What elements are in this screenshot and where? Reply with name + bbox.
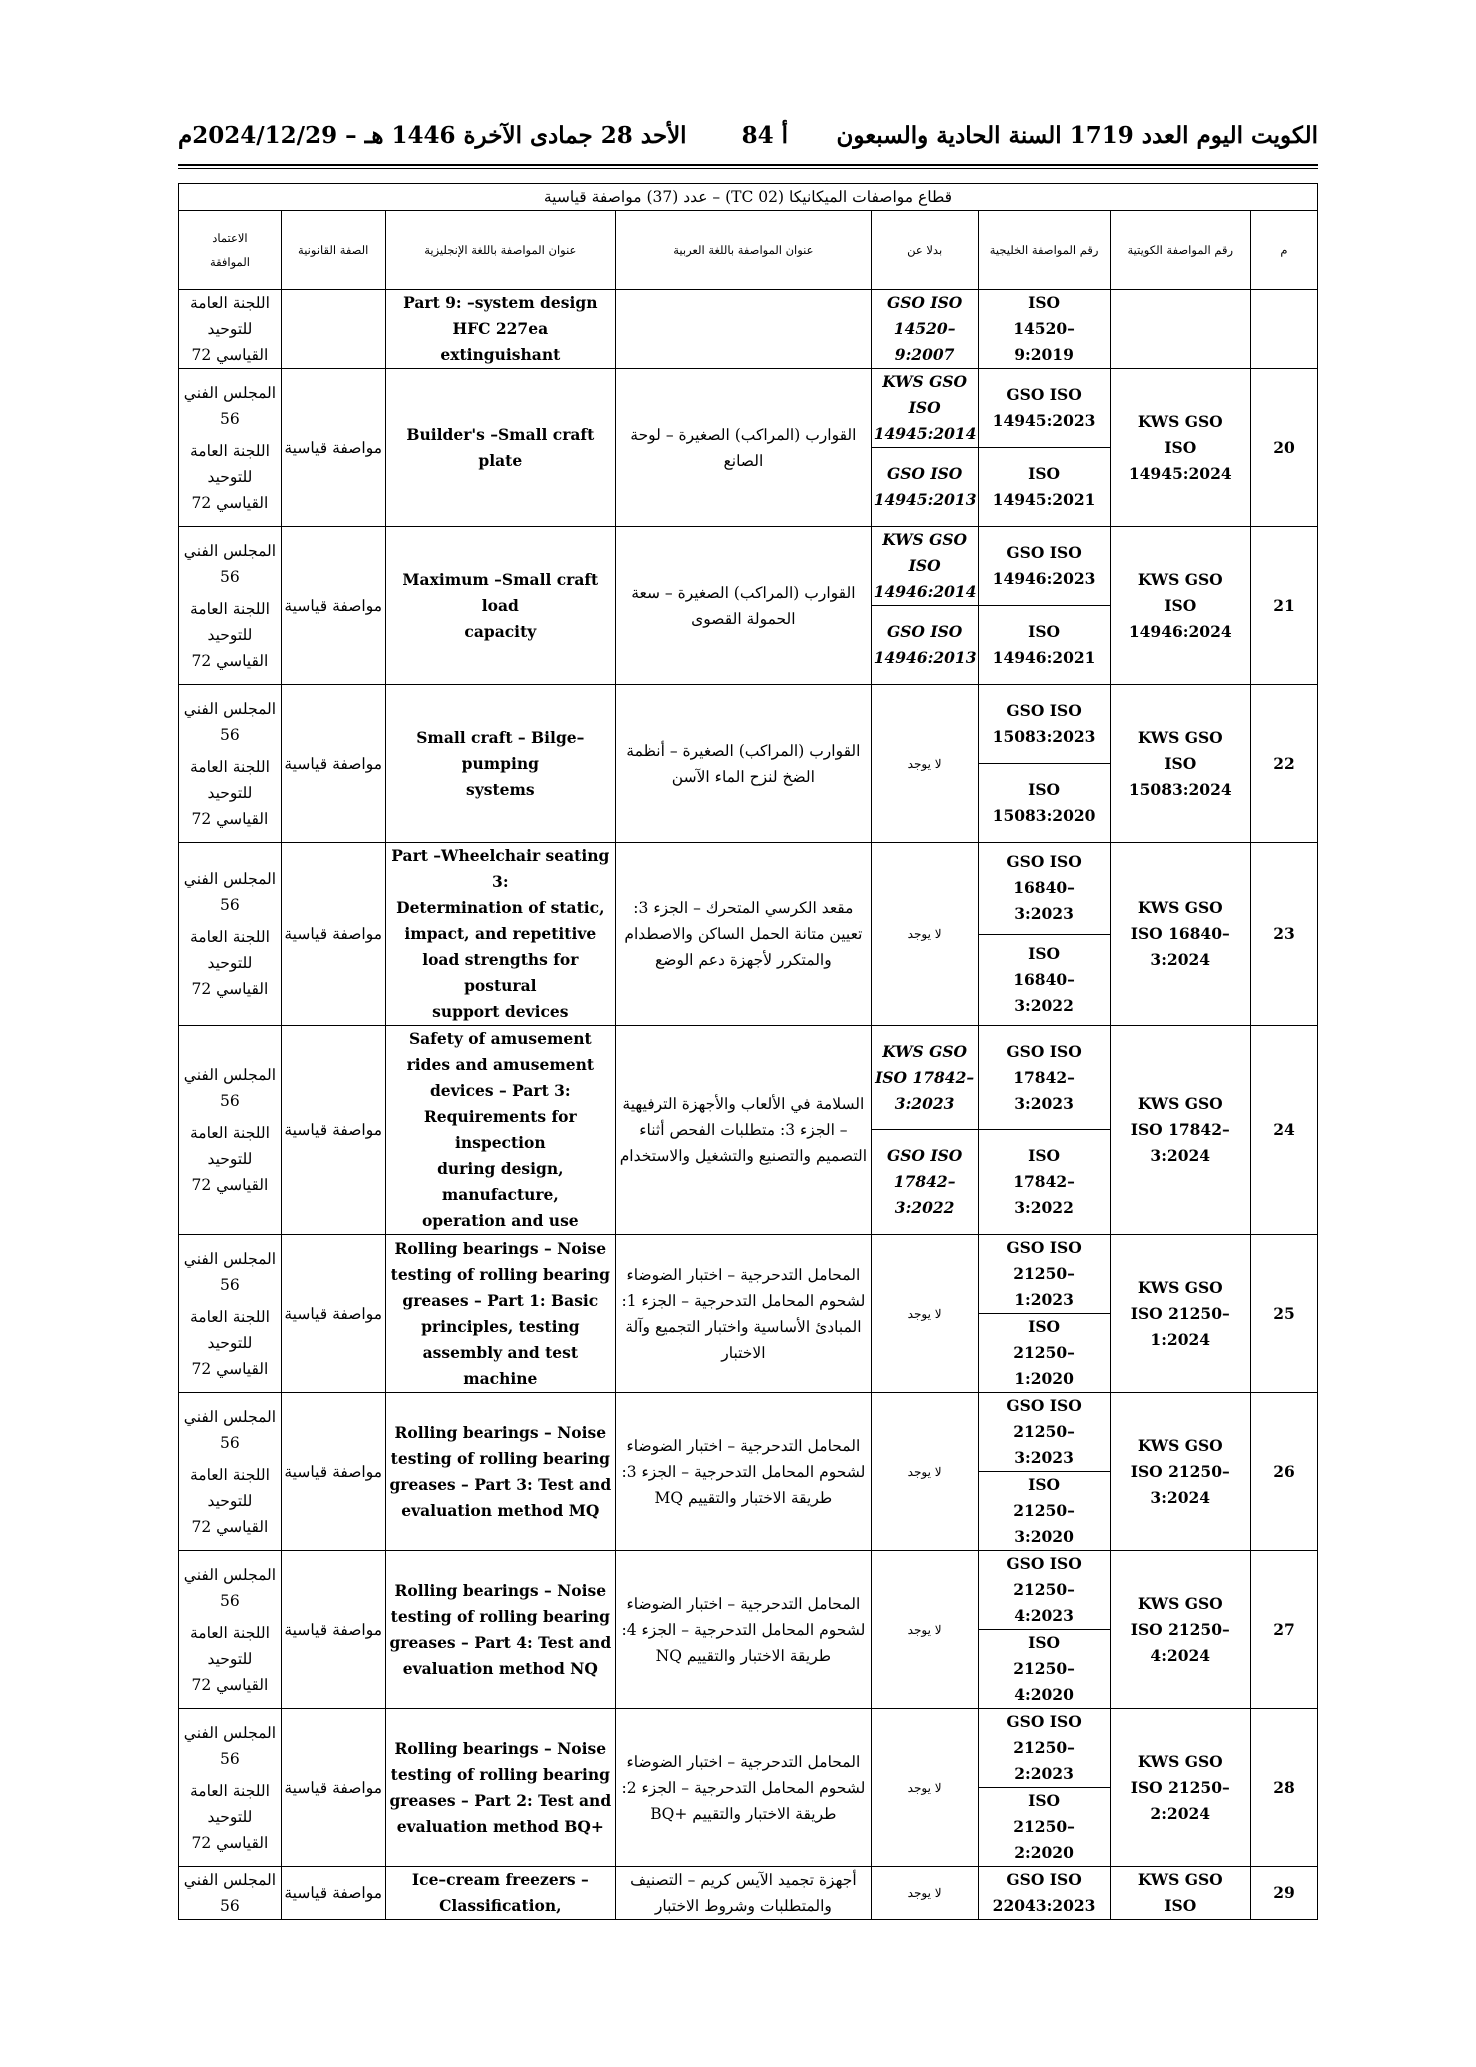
replaced-standard-secondary: GSO ISO 17842– 3:2022 bbox=[871, 1130, 978, 1235]
gso-number: GSO ISO 14946:2023 bbox=[978, 527, 1110, 606]
approval-technical-council: المجلس الفني 56 bbox=[183, 1723, 277, 1768]
row-index: 21 bbox=[1250, 527, 1317, 685]
replaced-standard: لا يوجد bbox=[871, 843, 978, 1026]
legal-status: مواصفة قياسية bbox=[281, 527, 385, 685]
approval-technical-council: المجلس الفني 56 bbox=[183, 383, 277, 428]
column-header-index: م bbox=[1250, 211, 1317, 290]
table-header-row bbox=[179, 211, 1318, 290]
kws-number: KWS GSO ISO 17842– 3:2024 bbox=[1110, 1026, 1250, 1235]
gso-number-secondary: ISO 15083:2020 bbox=[978, 764, 1110, 843]
replaced-standard: لا يوجد bbox=[871, 1393, 978, 1551]
english-title: Rolling bearings – Noise testing of rolling bearing greases – Part 4: Test and evaluation method NQ bbox=[385, 1551, 616, 1709]
english-title: Part 9: –system design HFC 227ea extinguishant bbox=[385, 290, 616, 369]
table-row bbox=[179, 1551, 1318, 1630]
replaced-standard: KWS GSO ISO 17842– 3:2023 bbox=[871, 1026, 978, 1130]
kws-number: KWS GSO ISO 15083:2024 bbox=[1110, 685, 1250, 843]
table-row bbox=[179, 843, 1318, 935]
approval bbox=[179, 1551, 282, 1709]
english-title: Part –Wheelchair seating 3: Determination of static, impact, and repetitive load strengths for postural support devices bbox=[385, 843, 616, 1026]
row-index: 27 bbox=[1250, 1551, 1317, 1709]
arabic-title: المحامل التدحرجية – اختبار الضوضاء لشحوم المحامل التدحرجية – الجزء 2: طريقة الاختبار والتقييم +BQ bbox=[616, 1709, 872, 1867]
gso-number: GSO ISO 17842– 3:2023 bbox=[978, 1026, 1110, 1130]
kws-number: KWS GSO ISO 16840– 3:2024 bbox=[1110, 843, 1250, 1026]
approval: اللجنة العامة للتوحيد القياسي 72 bbox=[179, 290, 282, 369]
arabic-title: المحامل التدحرجية – اختبار الضوضاء لشحوم المحامل التدحرجية – الجزء 1: المبادئ الأساسية واختبار التجميع وآلة الاختبار bbox=[616, 1235, 872, 1393]
gso-number: GSO ISO 21250– 3:2023 bbox=[978, 1393, 1110, 1472]
row-index: 20 bbox=[1250, 369, 1317, 527]
legal-status: مواصفة قياسية bbox=[281, 685, 385, 843]
gso-number: GSO ISO 16840– 3:2023 bbox=[978, 843, 1110, 935]
table-row bbox=[179, 1709, 1318, 1788]
english-title: Rolling bearings – Noise testing of rolling bearing greases – Part 2: Test and evaluation method BQ+ bbox=[385, 1709, 616, 1867]
legal-status: مواصفة قياسية bbox=[281, 1235, 385, 1393]
row-index bbox=[1250, 290, 1317, 369]
approval-technical-council: المجلس الفني 56 bbox=[183, 1407, 277, 1452]
column-header-kws: رقم المواصفة الكويتية bbox=[1110, 211, 1250, 290]
replaced-standard-secondary: GSO ISO 14946:2013 bbox=[871, 606, 978, 685]
column-header-legal: الصفة القانونية bbox=[281, 211, 385, 290]
arabic-title: القوارب (المراكب) الصغيرة – سعة الحمولة القصوى bbox=[616, 527, 872, 685]
approval bbox=[179, 1867, 282, 1920]
legal-status: مواصفة قياسية bbox=[281, 1393, 385, 1551]
gso-number: GSO ISO 21250– 2:2023 bbox=[978, 1709, 1110, 1788]
approval-technical-council: المجلس الفني 56 bbox=[183, 541, 277, 586]
gso-number-secondary: ISO 14945:2021 bbox=[978, 448, 1110, 527]
legal-status bbox=[281, 290, 385, 369]
kws-number: KWS GSO ISO 21250– 4:2024 bbox=[1110, 1551, 1250, 1709]
header-page-number: أ 84 bbox=[741, 122, 788, 149]
english-title: Safety of amusement rides and amusement devices – Part 3: Requirements for inspection during design, manufacture, operation and use bbox=[385, 1026, 616, 1235]
english-title: Rolling bearings – Noise testing of rolling bearing greases – Part 3: Test and evaluation method MQ bbox=[385, 1393, 616, 1551]
gso-number-secondary: ISO 14946:2021 bbox=[978, 606, 1110, 685]
legal-status: مواصفة قياسية bbox=[281, 1709, 385, 1867]
approval-general-committee: اللجنة العامة للتوحيد القياسي 72 bbox=[189, 1465, 270, 1536]
gso-number-secondary: ISO 21250– 3:2020 bbox=[978, 1472, 1110, 1551]
column-header-arabic: عنوان المواصفة باللغة العربية bbox=[616, 211, 872, 290]
approval-general-committee: اللجنة العامة للتوحيد القياسي 72 bbox=[189, 1307, 270, 1378]
approval-general-committee: اللجنة العامة للتوحيد القياسي 72 bbox=[189, 928, 270, 998]
approval-technical-council: المجلس الفني 56 bbox=[183, 1249, 277, 1294]
english-title: Ice–cream freezers – Classification, bbox=[385, 1867, 616, 1920]
gso-number-secondary: ISO 21250– 2:2020 bbox=[978, 1788, 1110, 1867]
approval-general-committee: اللجنة العامة للتوحيد القياسي 72 bbox=[189, 1124, 270, 1194]
column-header-gso: رقم المواصفة الخليجية bbox=[978, 211, 1110, 290]
table-row bbox=[179, 685, 1318, 764]
approval-general-committee: اللجنة العامة للتوحيد القياسي 72 bbox=[189, 1781, 270, 1852]
gso-number: GSO ISO 21250– 1:2023 bbox=[978, 1235, 1110, 1314]
row-index: 25 bbox=[1250, 1235, 1317, 1393]
header-rule bbox=[178, 164, 1318, 166]
approval-general-committee: اللجنة العامة للتوحيد القياسي 72 bbox=[189, 757, 270, 828]
table-row bbox=[179, 1026, 1318, 1130]
legal-status: مواصفة قياسية bbox=[281, 1026, 385, 1235]
gso-number: GSO ISO 22043:2023 bbox=[978, 1867, 1110, 1920]
replaced-standard: KWS GSO ISO 14946:2014 bbox=[871, 527, 978, 606]
table-row bbox=[179, 527, 1318, 606]
english-title: Rolling bearings – Noise testing of rolling bearing greases – Part 1: Basic principles, testing assembly and test machine bbox=[385, 1235, 616, 1393]
header-date: الأحد 28 جمادى الآخرة 1446 هـ – 2024/12/29م bbox=[178, 122, 687, 149]
row-index: 28 bbox=[1250, 1709, 1317, 1867]
header-issue: الكويت اليوم العدد 1719 السنة الحادية والسبعون bbox=[836, 122, 1318, 149]
replaced-standard: GSO ISO 14520– 9:2007 bbox=[871, 290, 978, 369]
arabic-title bbox=[616, 290, 872, 369]
approval-technical-council: المجلس الفني 56 bbox=[183, 1565, 277, 1610]
gso-number-secondary: ISO 21250– 1:2020 bbox=[978, 1314, 1110, 1393]
kws-number: KWS GSO ISO 14946:2024 bbox=[1110, 527, 1250, 685]
table-row bbox=[179, 1867, 1318, 1920]
row-index: 26 bbox=[1250, 1393, 1317, 1551]
approval-general-committee: اللجنة العامة للتوحيد القياسي 72 bbox=[189, 599, 270, 670]
replaced-standard: لا يوجد bbox=[871, 685, 978, 843]
arabic-title: أجهزة تجميد الآيس كريم – التصنيف والمتطلبات وشروط الاختبار bbox=[616, 1867, 872, 1920]
replaced-standard: لا يوجد bbox=[871, 1709, 978, 1867]
replaced-standard: لا يوجد bbox=[871, 1235, 978, 1393]
replaced-standard: لا يوجد bbox=[871, 1551, 978, 1709]
replaced-standard: KWS GSO ISO 14945:2014 bbox=[871, 369, 978, 448]
legal-status: مواصفة قياسية bbox=[281, 369, 385, 527]
row-index: 22 bbox=[1250, 685, 1317, 843]
table-row bbox=[179, 290, 1318, 369]
approval bbox=[179, 1235, 282, 1393]
table-row bbox=[179, 1393, 1318, 1472]
approval bbox=[179, 1709, 282, 1867]
kws-number: KWS GSO ISO bbox=[1110, 1867, 1250, 1920]
column-header-approval: الاعتماد الموافقة bbox=[179, 211, 282, 290]
approval-technical-council: المجلس الفني 56 bbox=[183, 870, 277, 914]
kws-number: KWS GSO ISO 14945:2024 bbox=[1110, 369, 1250, 527]
legal-status: مواصفة قياسية bbox=[281, 843, 385, 1026]
standards-table bbox=[178, 183, 1318, 1920]
english-title: Maximum –Small craft load capacity bbox=[385, 527, 616, 685]
approval bbox=[179, 527, 282, 685]
table-row bbox=[179, 1235, 1318, 1314]
arabic-title: القوارب (المراكب) الصغيرة – لوحة الصانع bbox=[616, 369, 872, 527]
gso-number: ISO 14520– 9:2019 bbox=[978, 290, 1110, 369]
approval bbox=[179, 369, 282, 527]
kws-number: KWS GSO ISO 21250– 1:2024 bbox=[1110, 1235, 1250, 1393]
approval-technical-council: المجلس الفني 56 bbox=[183, 699, 277, 744]
gso-number: GSO ISO 15083:2023 bbox=[978, 685, 1110, 764]
approval-general-committee: اللجنة العامة للتوحيد القياسي 72 bbox=[189, 1623, 270, 1694]
approval bbox=[179, 1393, 282, 1551]
column-header-instead: بدلا عن bbox=[871, 211, 978, 290]
legal-status: مواصفة قياسية bbox=[281, 1867, 385, 1920]
approval-technical-council: المجلس الفني 56 bbox=[183, 1871, 277, 1915]
approval-general-committee: اللجنة العامة للتوحيد القياسي 72 bbox=[189, 441, 270, 512]
approval bbox=[179, 685, 282, 843]
arabic-title: مقعد الكرسي المتحرك – الجزء 3: تعيين متانة الحمل الساكن والاصطدام والمتكرر لأجهزة دعم الوضع bbox=[616, 843, 872, 1026]
approval bbox=[179, 843, 282, 1026]
gso-number-secondary: ISO 17842– 3:2022 bbox=[978, 1130, 1110, 1235]
arabic-title: السلامة في الألعاب والأجهزة الترفيهية – الجزء 3: متطلبات الفحص أثناء التصميم والتصنيع والتشغيل والاستخدام bbox=[616, 1026, 872, 1235]
arabic-title: المحامل التدحرجية – اختبار الضوضاء لشحوم المحامل التدحرجية – الجزء 3: طريقة الاختبار والتقييم MQ bbox=[616, 1393, 872, 1551]
english-title: Small craft – Bilge– pumping systems bbox=[385, 685, 616, 843]
table-title: قطاع مواصفات الميكانيكا (TC 02) – عدد (37) مواصفة قياسية bbox=[179, 184, 1318, 211]
column-header-english: عنوان المواصفة باللغة الإنجليزية bbox=[385, 211, 616, 290]
approval-technical-council: المجلس الفني 56 bbox=[183, 1066, 277, 1110]
kws-number bbox=[1110, 290, 1250, 369]
gso-number-secondary: ISO 16840– 3:2022 bbox=[978, 934, 1110, 1026]
page-header bbox=[178, 122, 1318, 158]
arabic-title: القوارب (المراكب) الصغيرة – أنظمة الضخ لنزح الماء الآسن bbox=[616, 685, 872, 843]
replaced-standard: لا يوجد bbox=[871, 1867, 978, 1920]
gso-number: GSO ISO 21250– 4:2023 bbox=[978, 1551, 1110, 1630]
header-rule-thin bbox=[178, 168, 1318, 169]
row-index: 24 bbox=[1250, 1026, 1317, 1235]
approval bbox=[179, 1026, 282, 1235]
kws-number: KWS GSO ISO 21250– 2:2024 bbox=[1110, 1709, 1250, 1867]
replaced-standard-secondary: GSO ISO 14945:2013 bbox=[871, 448, 978, 527]
row-index: 23 bbox=[1250, 843, 1317, 1026]
table-row bbox=[179, 369, 1318, 448]
arabic-title: المحامل التدحرجية – اختبار الضوضاء لشحوم المحامل التدحرجية – الجزء 4: طريقة الاختبار والتقييم NQ bbox=[616, 1551, 872, 1709]
kws-number: KWS GSO ISO 21250– 3:2024 bbox=[1110, 1393, 1250, 1551]
gso-number: GSO ISO 14945:2023 bbox=[978, 369, 1110, 448]
row-index: 29 bbox=[1250, 1867, 1317, 1920]
gso-number-secondary: ISO 21250– 4:2020 bbox=[978, 1630, 1110, 1709]
english-title: Builder's –Small craft plate bbox=[385, 369, 616, 527]
legal-status: مواصفة قياسية bbox=[281, 1551, 385, 1709]
